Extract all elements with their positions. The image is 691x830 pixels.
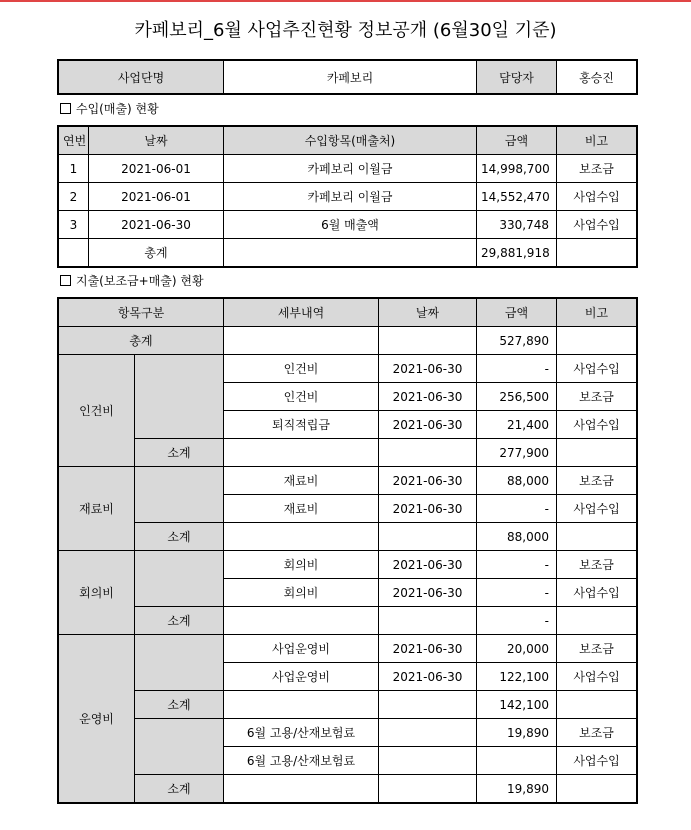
- col-header: 금액: [477, 299, 557, 327]
- table-row: [59, 551, 637, 579]
- row-note: 보조금: [557, 155, 637, 183]
- row-detail: 6월 고용/산재보험료: [224, 747, 379, 775]
- subtotal-amount: 88,000: [477, 523, 557, 551]
- group-label-material: 재료비: [59, 467, 135, 551]
- page-title: 카페보리_6월 사업추진현황 정보공개 (6월30일 기준): [134, 20, 557, 41]
- subtotal-label: 소계: [135, 439, 224, 467]
- row-detail: 인건비: [224, 383, 379, 411]
- row-date: 2021-06-01: [89, 155, 224, 183]
- row-date: 2021-06-30: [379, 551, 477, 579]
- table-row: [59, 635, 637, 663]
- row-detail: 퇴직적립금: [224, 411, 379, 439]
- row-note: 사업수입: [557, 355, 637, 383]
- square-bullet-icon: [60, 275, 71, 286]
- row-amount: 14,552,470: [477, 183, 557, 211]
- biz-name-label: 사업단명: [59, 61, 224, 94]
- subtotal-label: 소계: [135, 523, 224, 551]
- subtotal-row: [59, 691, 637, 719]
- row-note: 보조금: [557, 383, 637, 411]
- row-date: 2021-06-01: [89, 183, 224, 211]
- subtotal-row: [59, 439, 637, 467]
- row-amount: -: [477, 551, 557, 579]
- subtotal-row: [59, 775, 637, 803]
- subtotal-label: 소계: [135, 607, 224, 635]
- row-date: 2021-06-30: [379, 411, 477, 439]
- subtotal-row: [59, 523, 637, 551]
- table-row: [59, 719, 637, 747]
- row-number: 1: [59, 155, 89, 183]
- row-note: 보조금: [557, 551, 637, 579]
- row-detail: 재료비: [224, 495, 379, 523]
- row-detail: 회의비: [224, 551, 379, 579]
- row-amount: 88,000: [477, 467, 557, 495]
- row-date: [379, 719, 477, 747]
- row-note: 사업수입: [557, 211, 637, 239]
- row-note: 사업수입: [557, 747, 637, 775]
- total-label: 총계: [89, 239, 224, 267]
- row-note: 보조금: [557, 719, 637, 747]
- top-accent-line: [0, 0, 691, 2]
- col-header: 항목구분: [59, 299, 224, 327]
- row-detail: 사업운영비: [224, 663, 379, 691]
- row-amount: 21,400: [477, 411, 557, 439]
- row-amount: -: [477, 355, 557, 383]
- row-date: 2021-06-30: [379, 579, 477, 607]
- expense-section-title: 지출(보조금+매출) 현황: [60, 273, 204, 289]
- table-row: [59, 183, 637, 211]
- income-table: [58, 126, 637, 267]
- table-row: [59, 155, 637, 183]
- subtotal-amount: 142,100: [477, 691, 557, 719]
- col-header: 비고: [557, 127, 637, 155]
- row-detail: 사업운영비: [224, 635, 379, 663]
- col-header: 날짜: [379, 299, 477, 327]
- square-bullet-icon: [60, 103, 71, 114]
- subtotal-amount: 277,900: [477, 439, 557, 467]
- row-note: 보조금: [557, 635, 637, 663]
- expense-table: [58, 298, 637, 803]
- table-row: [59, 211, 637, 239]
- row-date: 2021-06-30: [379, 663, 477, 691]
- col-header: 연번: [59, 127, 89, 155]
- total-label: 총계: [59, 327, 224, 355]
- row-detail: 인건비: [224, 355, 379, 383]
- group-label-meeting: 회의비: [59, 551, 135, 635]
- row-note: 보조금: [557, 467, 637, 495]
- manager-label: 담당자: [477, 61, 557, 94]
- row-amount: 330,748: [477, 211, 557, 239]
- row-amount: [477, 747, 557, 775]
- subtotal-amount: -: [477, 607, 557, 635]
- total-amount: 29,881,918: [477, 239, 557, 267]
- row-amount: 122,100: [477, 663, 557, 691]
- subtotal-label: 소계: [135, 691, 224, 719]
- row-date: 2021-06-30: [379, 467, 477, 495]
- row-date: 2021-06-30: [379, 383, 477, 411]
- col-header: 비고: [557, 299, 637, 327]
- row-note: 사업수입: [557, 411, 637, 439]
- row-amount: 256,500: [477, 383, 557, 411]
- header-table: [58, 60, 637, 94]
- row-number: 3: [59, 211, 89, 239]
- table-row: [59, 355, 637, 383]
- col-header: 세부내역: [224, 299, 379, 327]
- expense-total-row: [59, 327, 637, 355]
- col-header: 금액: [477, 127, 557, 155]
- row-amount: -: [477, 495, 557, 523]
- col-header: 수입항목(매출처): [224, 127, 477, 155]
- subtotal-row: [59, 607, 637, 635]
- row-amount: 19,890: [477, 719, 557, 747]
- row-note: 사업수입: [557, 663, 637, 691]
- row-detail: 회의비: [224, 579, 379, 607]
- row-note: 사업수입: [557, 579, 637, 607]
- group-label-personnel: 인건비: [59, 355, 135, 467]
- row-item: 카페보리 이월금: [224, 183, 477, 211]
- table-row: [59, 467, 637, 495]
- biz-name-value: 카페보리: [224, 61, 477, 94]
- subtotal-label: 소계: [135, 775, 224, 803]
- row-item: 6월 매출액: [224, 211, 477, 239]
- row-detail: 6월 고용/산재보험료: [224, 719, 379, 747]
- row-date: 2021-06-30: [379, 635, 477, 663]
- row-date: 2021-06-30: [379, 495, 477, 523]
- subtotal-amount: 19,890: [477, 775, 557, 803]
- row-amount: 20,000: [477, 635, 557, 663]
- row-note: 사업수입: [557, 183, 637, 211]
- income-section-title: 수입(매출) 현황: [60, 101, 159, 117]
- income-header-row: [59, 127, 637, 155]
- row-detail: 재료비: [224, 467, 379, 495]
- row-item: 카페보리 이월금: [224, 155, 477, 183]
- row-date: 2021-06-30: [89, 211, 224, 239]
- row-amount: -: [477, 579, 557, 607]
- group-label-operation: 운영비: [59, 635, 135, 803]
- row-date: [379, 747, 477, 775]
- row-date: 2021-06-30: [379, 355, 477, 383]
- col-header: 날짜: [89, 127, 224, 155]
- manager-value: 홍승진: [557, 61, 637, 94]
- row-note: 사업수입: [557, 495, 637, 523]
- income-total-row: [59, 239, 637, 267]
- row-amount: 14,998,700: [477, 155, 557, 183]
- row-number: 2: [59, 183, 89, 211]
- total-amount: 527,890: [477, 327, 557, 355]
- expense-header-row: [59, 299, 637, 327]
